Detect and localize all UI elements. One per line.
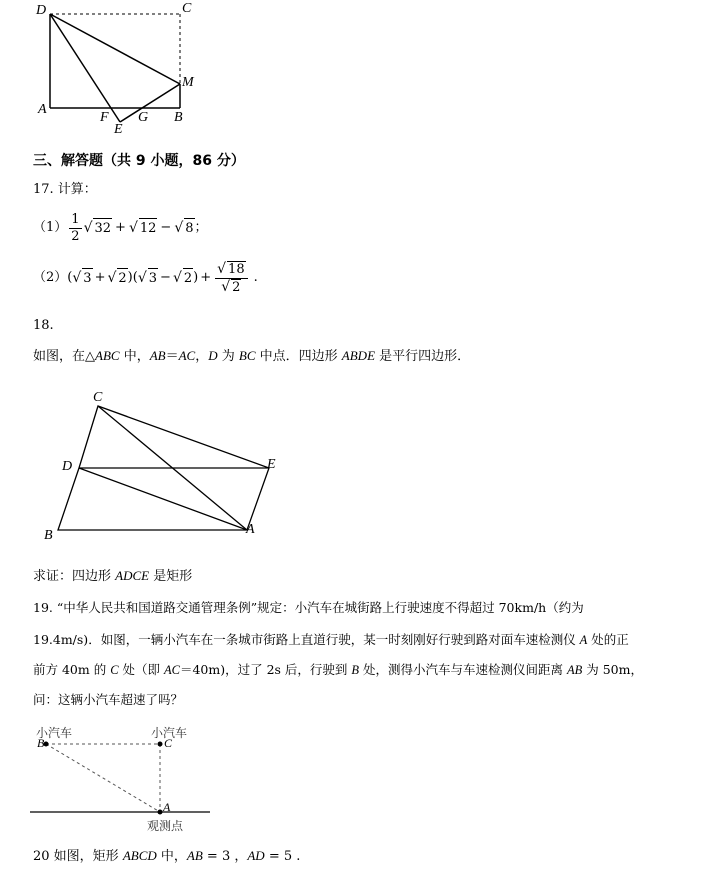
- op-minus: −: [160, 220, 172, 235]
- text: 为: [217, 349, 239, 364]
- q19-line3: [33, 660, 643, 680]
- label-C: C: [182, 1, 192, 16]
- figure-rectangle-dcab: [30, 0, 210, 140]
- label-D: D: [62, 459, 73, 474]
- label-G: G: [138, 110, 149, 125]
- label-A: A: [246, 522, 255, 537]
- sqrt-icon: √: [174, 220, 184, 236]
- radicand: 18: [228, 261, 245, 277]
- text: 如图，在△: [33, 349, 95, 364]
- label-B: B: [37, 736, 45, 750]
- text: ＝: [165, 349, 179, 364]
- math: ABCD: [122, 848, 157, 863]
- radicand: 8: [184, 218, 194, 239]
- op-plus: +: [200, 270, 212, 285]
- q17-part1-number: （1）: [33, 220, 68, 235]
- fraction-sqrt: [215, 261, 247, 296]
- radicand: 12: [139, 218, 158, 239]
- text: = 5 .: [264, 849, 301, 864]
- q18-statement: [33, 346, 470, 367]
- sqrt-icon: √: [83, 220, 93, 236]
- end-mark: ；: [194, 220, 208, 235]
- q17-part2-number: （2）: [33, 270, 68, 285]
- math: AB: [149, 348, 166, 363]
- math: ABC: [95, 348, 120, 363]
- radicand: 3: [82, 268, 92, 289]
- q17-part1: [33, 210, 208, 246]
- car-label-c: 小汽车: [151, 726, 188, 740]
- q19-line2: [33, 630, 629, 650]
- op-minus: −: [160, 270, 171, 285]
- label-C: C: [93, 390, 103, 405]
- text: 前方 40m 的: [33, 662, 111, 677]
- sqrt-icon: √: [72, 270, 82, 286]
- label-E: E: [267, 457, 276, 472]
- q17-part2: [33, 258, 258, 298]
- radicand: 2: [183, 268, 193, 289]
- paren: ): [193, 270, 199, 285]
- label-D: D: [36, 3, 47, 18]
- text: ，: [195, 349, 209, 364]
- text: 处的正: [587, 632, 629, 647]
- text: 处（即: [118, 662, 164, 677]
- math: AB: [567, 663, 583, 677]
- text: 中，: [156, 849, 187, 864]
- car-label-b: 小汽车: [36, 726, 73, 740]
- q17-label: 17. 计算：: [33, 182, 97, 197]
- math: D: [208, 348, 218, 363]
- text: 中点．四边形: [255, 349, 342, 364]
- text: 是矩形: [149, 569, 193, 584]
- label-A: A: [38, 102, 47, 117]
- math: C: [110, 663, 119, 677]
- math: ABDE: [341, 348, 376, 363]
- q18-number: 18.: [33, 318, 54, 333]
- paren: (: [67, 270, 73, 285]
- text: 求证：四边形: [33, 569, 116, 584]
- q18-proof: [33, 566, 192, 587]
- math: AB: [186, 848, 203, 863]
- figure-parallelogram: [40, 390, 290, 550]
- paren: (: [132, 270, 138, 285]
- text: 是平行四边形．: [375, 349, 471, 364]
- frac-den: [215, 279, 247, 296]
- frac-num: [215, 261, 247, 279]
- text: 中，: [119, 349, 150, 364]
- label-B: B: [44, 528, 53, 543]
- text: 19.4m/s)．如图，一辆小汽车在一条城市街路上直道行驶，某一时刻刚好行驶到路对面车速检测仪: [33, 632, 580, 647]
- radicand: 32: [93, 218, 112, 239]
- op-plus: +: [115, 220, 126, 235]
- radicand: 3: [148, 268, 158, 289]
- op-plus: +: [94, 270, 106, 285]
- q19-line1: 19. “中华人民共和国道路交通管理条例”规定：小汽车在城街路上行驶速度不得超过 70km/h（约为: [33, 600, 584, 615]
- label-F: F: [100, 110, 109, 125]
- sqrt-icon: √: [128, 220, 138, 236]
- q20-statement: [33, 846, 300, 867]
- math: BC: [238, 348, 256, 363]
- sqrt-icon: √: [137, 270, 147, 286]
- label-B: B: [174, 110, 183, 125]
- math: ADCE: [115, 568, 150, 583]
- frac-num: 1: [71, 211, 80, 227]
- sqrt-icon: √: [217, 260, 227, 277]
- sqrt-icon: √: [107, 270, 117, 286]
- fraction-half: [69, 212, 81, 245]
- section-title: 三、解答题（共 9 小题，86 分）: [33, 153, 245, 169]
- math: AC: [163, 663, 180, 677]
- text: 处，测得小汽车与车速检测仪间距离: [359, 662, 567, 677]
- figure-car-speed: [30, 720, 220, 840]
- label-M: M: [182, 75, 194, 90]
- math: AC: [178, 348, 196, 363]
- text: 20 如图，矩形: [33, 849, 123, 864]
- end-mark: .: [253, 270, 258, 285]
- text: 为 50m，: [582, 662, 643, 677]
- sqrt-icon: √: [221, 278, 231, 295]
- frac-den: 2: [71, 228, 80, 244]
- paren: ): [127, 270, 133, 285]
- math: A: [579, 633, 588, 647]
- label-E: E: [114, 122, 123, 137]
- label-C: C: [164, 736, 173, 750]
- label-A: A: [163, 800, 171, 814]
- text: = 3 ，: [202, 849, 248, 864]
- math: AD: [247, 848, 265, 863]
- radicand: 2: [117, 268, 127, 289]
- radicand: 2: [232, 279, 241, 295]
- sqrt-icon: √: [172, 270, 182, 286]
- text: ＝40m)，过了 2s 后，行驶到: [179, 662, 352, 677]
- math: B: [351, 663, 360, 677]
- observation-point-label: 观测点: [147, 819, 184, 833]
- q19-line4: 问：这辆小汽车超速了吗？: [33, 692, 184, 707]
